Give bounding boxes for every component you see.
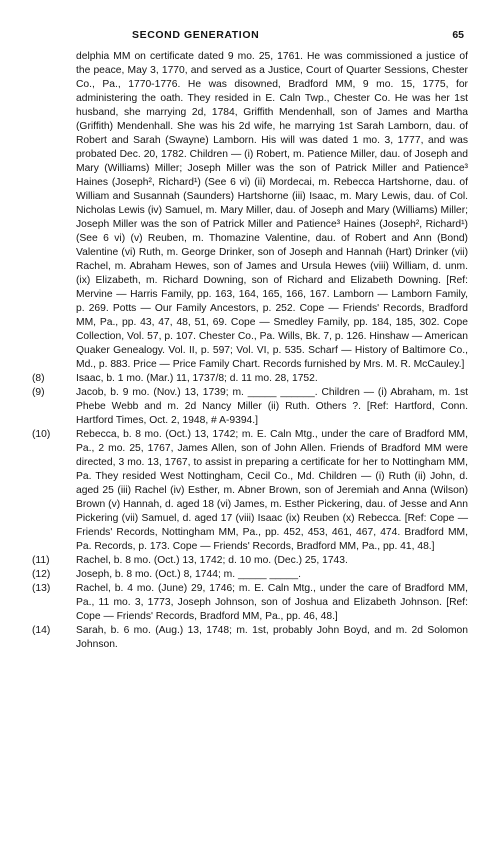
entry-number: (8) xyxy=(32,373,45,384)
entry-number: (10) xyxy=(32,429,51,440)
entry-number: (9) xyxy=(32,387,45,398)
entry-text: Rachel, b. 8 mo. (Oct.) 13, 1742; d. 10 mo. (Dec.) 25, 1743. xyxy=(76,555,348,566)
entry-text: Jacob, b. 9 mo. (Nov.) 13, 1739; m. _____ ______. Children — (i) Abraham, m. 1st Phebe Webb and m. 2d Nancy Miller (ii) Ruth. Others ?. [Ref: Hartford, Conn. Hartford Times, Oct. 2, 1948, # A-9394.] xyxy=(76,387,468,426)
entry-number: (11) xyxy=(32,555,50,566)
list-item xyxy=(32,568,468,582)
page-number: 65 xyxy=(452,29,464,41)
entry-number: (12) xyxy=(32,569,51,580)
list-item xyxy=(32,624,468,652)
entry-number: (14) xyxy=(32,625,51,636)
list-item xyxy=(32,428,468,554)
list-item xyxy=(32,386,468,428)
entry-number: (13) xyxy=(32,583,51,594)
list-item xyxy=(32,554,468,568)
entry-text: Sarah, b. 6 mo. (Aug.) 13, 1748; m. 1st, probably John Boyd, and m. 2d Solomon Johnson. xyxy=(76,625,468,650)
list-item xyxy=(32,582,468,624)
page-body xyxy=(32,50,468,652)
continuation-paragraph: delphia MM on certificate dated 9 mo. 25, 1761. He was commissioned a justice of the peace, May 3, 1770, and served as a Justice, Court of Quarter Sessions, Chester Co., Pa., 1770-1776. He was disowned, Bradford MM, 9 mo. 15, 1775, for administering the oath. They resided in E. Caln Twp., Chester Co. He was her 1st husband, she marrying 2d, 1784, Griffith Mendenhall, son of James and Martha (Griffith) Mendenhall. She was his 2d wife, he marrying 1st Sarah Lamborn, dau. of Robert and Sarah (Swayne) Lamborn. His will was dated 1 mo. 3, 1777, and was probated Dec. 20, 1782. Children — (i) Robert, m. Patience Miller, dau. of Joseph and Mary (Williams) Miller; Joseph Miller was the son of Patrick Miller and Patience³ Haines (Joseph², Richard¹) (See 6 vi) (ii) Mordecai, m. Rebecca Hartshorne, dau. of William and Susannah (Saunders) Hartshorne (iii) Isaac, m. Mary Lewis, dau. of Col. Nicholas Lewis (iv) Samuel, m. Mary Miller, dau. of Joseph and Mary (Williams) Miller; Joseph Miller was the son of Patrick Miller and Patience³ Haines (Joseph², Richard¹) (See 6 vi) (v) Reuben, m. Thomazine Valentine, dau. of Robert and Ann (Bond) Valentine (vi) Ruth, m. George Drinker, son of Joseph and Hannah (Hart) Drinker (vii) Rachel, m. Abraham Hewes, son of James and Ursula Hewes (viii) William, d. unm. (ix) Elizabeth, m. Richard Downing, son of Richard and Elizabeth Downing. [Ref: Mervine — Harris Family, pp. 163, 164, 165, 166, 167. Lamborn — Lamborn Family, p. 269. Potts — Our Family Ancestors, p. 252. Cope — Friends' Records, Bradford MM, Pa., pp. 43, 47, 48, 51, 69. Cope — Smedley Family, pp. 184, 185, 302. Cope Collection, Vol. 57, p. 107. Chester Co., Pa. Wills, Bk. 7, p. 126. Hinshaw — American Quaker Genealogy. Vol. II, p. 597; Vol. VI, p. 535. Scharf — History of Baltimore Co., Md., p. 883. Price — Price Family Chart. Records furnished by Mrs. M. R. McCauley.] xyxy=(76,51,468,370)
page-header xyxy=(132,29,464,43)
entry-text: Joseph, b. 8 mo. (Oct.) 8, 1744; m. _____ _____. xyxy=(76,569,301,580)
entry-text: Rebecca, b. 8 mo. (Oct.) 13, 1742; m. E. Caln Mtg., under the care of Bradford MM, Pa., 2 mo. 25, 1767, James Allen, son of John Allen. Friends of Bradford MM were directed, 3 mo. 13, 1767, to assist in preparing a certificate for her to Nottingham MM, Pa. They resided West Nottingham, Cecil Co., Md. Children — (i) Ruth (ii) John, d. aged 25 (iii) Rachel (iv) Esther, m. Abner Brown, son of Jeremiah and Anna (Wilson) Brown (v) Hannah, d. aged 18 (vi) James, m. Esther Pickering, dau. of Jesse and Ann Pickering (vii) Samuel, d. aged 17 (viii) Isaac (ix) Reuben (x) Rebecca. [Ref: Cope — Friends' Records, Nottingham MM, Pa., pp. 452, 453, 461, 467, 474. Bradford MM, Pa. Records, p. 173. Cope — Friends' Records, Bradford MM, Pa., pp. 41, 48.] xyxy=(76,429,468,552)
list-item xyxy=(32,372,468,386)
running-head: SECOND GENERATION xyxy=(132,29,260,41)
entry-text: Rachel, b. 4 mo. (June) 29, 1746; m. E. Caln Mtg., under the care of Bradford MM, Pa., 11 mo. 3, 1773, Joseph Johnson, son of Joshua and Elizabeth Johnson. [Ref: Cope — Friends' Records, Bradford MM, Pa., pp. 46, 48.] xyxy=(76,583,468,622)
entry-list xyxy=(32,372,468,652)
entry-text: Isaac, b. 1 mo. (Mar.) 11, 1737/8; d. 11 mo. 28, 1752. xyxy=(76,373,318,384)
